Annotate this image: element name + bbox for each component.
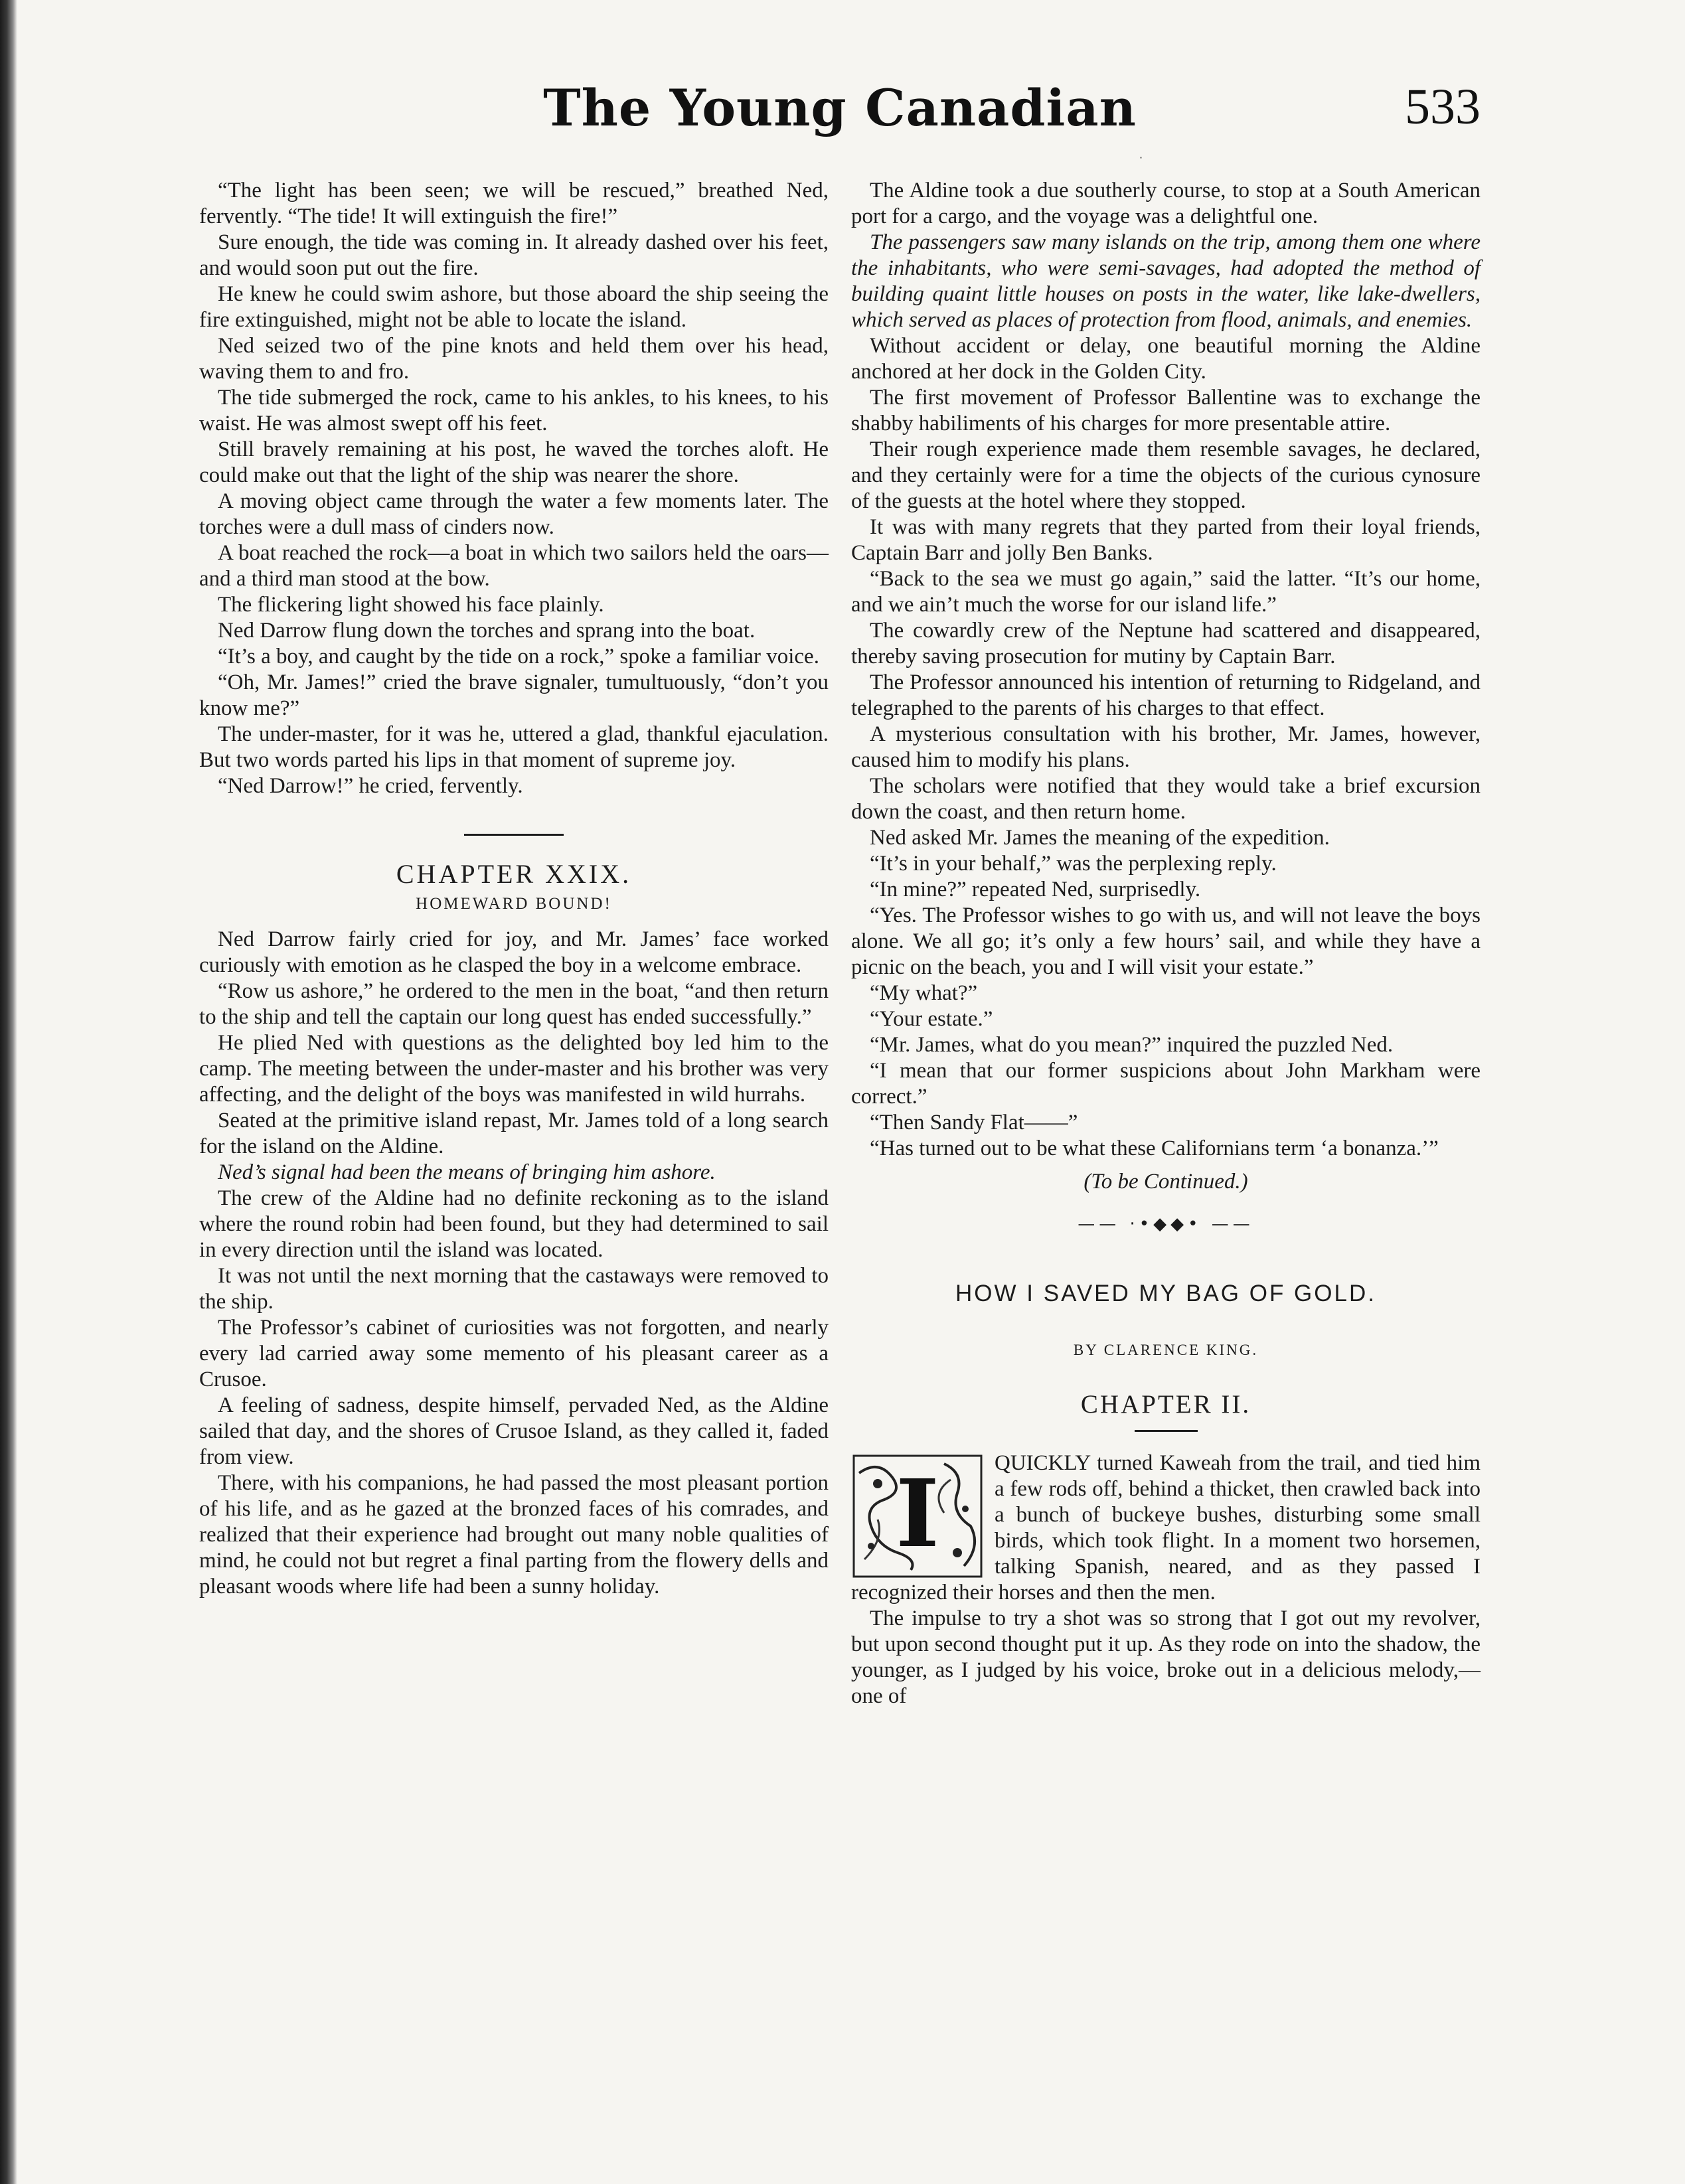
chapter-subheading: HOMEWARD BOUND! — [416, 895, 612, 913]
paragraph: It was not until the next morning that the castaways were removed to the ship. — [199, 1264, 829, 1314]
paragraph: Still bravely remaining at his post, he waved the torches aloft. He could make out that the light of the ship was nearer the shore. — [199, 437, 829, 487]
paragraph: The passengers saw many islands on the trip, among them one where the inhabitants, who were semi-savages, had adopted the method of building quaint little houses on posts in the water, like lake-dwellers, which served as places of protection from flood, animals, and enemies. — [851, 230, 1481, 332]
paragraph: The Aldine took a due southerly course, to stop at a South American port for a cargo, and the voyage was a delightful one. — [851, 179, 1481, 228]
paragraph: QUICKLY turned Kaweah from the trail, and tied him a few rods off, behind a thicket, then crawled back into a bunch of buckeye bushes, disturbing some small birds, which took flight. In a moment two horsemen, talking Spanish, neared, and as they passed I recognized their horses and then the men. — [851, 1451, 1481, 1604]
paragraph: The cowardly crew of the Neptune had scattered and disappeared, thereby saving prosecution for mutiny by Captain Barr. — [851, 619, 1481, 668]
story-chapter-heading: CHAPTER II. — [1080, 1390, 1251, 1419]
paragraph: “My what?” — [870, 981, 978, 1005]
story-opening — [851, 1450, 1481, 1709]
stray-mark: · — [1139, 151, 1143, 164]
paragraph: There, with his companions, he had passed the most pleasant portion of his life, and as he gazed at the bronzed faces of his comrades, and realized that their experience had brought out many noble qualities of mind, he could not but regret a final parting from the flowery dells and pleasant woods where life had been a sunny holiday. — [199, 1471, 829, 1599]
paragraph: A boat reached the rock—a boat in which two sailors held the oars—and a third man stood at the bow. — [199, 541, 829, 591]
paragraph: It was with many regrets that they parted from their loyal friends, Captain Barr and jolly Ben Banks. — [851, 515, 1481, 565]
paragraph: Without accident or delay, one beautiful morning the Aldine anchored at her dock in the Golden City. — [851, 334, 1481, 384]
story-byline: BY CLARENCE KING. — [1073, 1342, 1259, 1358]
paragraph: The crew of the Aldine had no definite reckoning as to the island where the round robin had been found, but they had determined to sail in every direction until the island was located. — [199, 1186, 829, 1262]
paragraph: Ned seized two of the pine knots and held them over his head, waving them to and fro. — [199, 334, 829, 384]
paragraph: “It’s in your behalf,” was the perplexing reply. — [870, 852, 1277, 876]
dropcap-letter: I — [896, 1460, 939, 1569]
paragraph: The Professor announced his intention of returning to Ridgeland, and telegraphed to the parents of his charges to that effect. — [851, 670, 1481, 720]
to-be-continued: (To be Continued.) — [1083, 1170, 1248, 1194]
paragraph: “It’s a boy, and caught by the tide on a rock,” spoke a familiar voice. — [218, 645, 819, 668]
left-paragraphs-pre — [199, 178, 829, 799]
story-chapter-divider — [1135, 1430, 1198, 1432]
paragraph: The Professor’s cabinet of curiosities was not forgotten, and nearly every lad carried away some memento of his pleasant career as a Crusoe. — [199, 1316, 829, 1391]
paragraph: The tide submerged the rock, came to his ankles, to his knees, to his waist. He was almost swept off his feet. — [199, 386, 829, 435]
paragraph: A feeling of sadness, despite himself, pervaded Ned, as the Aldine sailed that day, and the shores of Crusoe Island, as they called it, faded from view. — [199, 1393, 829, 1469]
paragraph: “Back to the sea we must go again,” said the latter. “It’s our home, and we ain’t much the worse for our island life.” — [851, 567, 1481, 617]
paragraph: “Then Sandy Flat——” — [870, 1111, 1078, 1134]
ornamental-dropcap-icon — [851, 1453, 984, 1579]
paragraph: “Your estate.” — [870, 1007, 993, 1031]
paragraph: Sure enough, the tide was coming in. It already dashed over his feet, and would soon put out the fire. — [199, 230, 829, 280]
paragraph: The flickering light showed his face plainly. — [218, 593, 604, 617]
section-ornament: —— ·•◆◆• —— — [1078, 1214, 1254, 1234]
paragraph: “Oh, Mr. James!” cried the brave signaler, tumultuously, “don’t you know me?” — [199, 670, 829, 720]
paragraph: “Yes. The Professor wishes to go with us, and will not leave the boys alone. We all go; it’s only a few hours’ sail, and while they have a picnic on the beach, you and I will visit your estate.” — [851, 903, 1481, 979]
paragraph: A moving object came through the water a few moments later. The torches were a dull mass of cinders now. — [199, 489, 829, 539]
chapter-divider — [464, 834, 564, 836]
paragraph: “Row us ashore,” he ordered to the men in the boat, “and then return to the ship and tell the captain our long quest has ended successfully.” — [199, 979, 829, 1029]
page-number: 533 — [1405, 79, 1481, 135]
paragraph: “I mean that our former suspicions about John Markham were correct.” — [851, 1059, 1481, 1109]
chapter-heading: CHAPTER XXIX. — [396, 859, 632, 889]
article-columns — [199, 178, 1481, 2103]
paragraph: He plied Ned with questions as the delighted boy led him to the camp. The meeting between the under-master and his brother was very affecting, and the delight of the boys was manifested in wild hurrahs. — [199, 1031, 829, 1107]
paragraph: “Ned Darrow!” he cried, fervently. — [218, 774, 523, 798]
right-column — [851, 178, 1481, 1709]
paragraph: “The light has been seen; we will be rescued,” breathed Ned, fervently. “The tide! It will extinguish the fire!” — [199, 179, 829, 228]
right-paragraphs — [851, 178, 1481, 1162]
paragraph: The scholars were notified that they would take a brief excursion down the coast, and then return home. — [851, 774, 1481, 824]
paragraph: Ned asked Mr. James the meaning of the expedition. — [870, 826, 1330, 850]
paragraph: Seated at the primitive island repast, Mr. James told of a long search for the island on the Aldine. — [199, 1109, 829, 1158]
left-column — [199, 178, 829, 1600]
page-header — [199, 78, 1481, 151]
paragraph: The impulse to try a shot was so strong that I got out my revolver, but upon second thought put it up. As they rode on into the shadow, the younger, as I judged by his voice, broke out in a delicious melody,—one of — [851, 1606, 1481, 1708]
paragraph: The first movement of Professor Ballentine was to exchange the shabby habiliments of his charges for more presentable attire. — [851, 386, 1481, 435]
paragraph: Ned’s signal had been the means of bringing him ashore. — [218, 1160, 716, 1184]
paragraph: “In mine?” repeated Ned, surprisedly. — [870, 878, 1201, 901]
paragraph: Ned Darrow fairly cried for joy, and Mr. James’ face worked curiously with emotion as he clasped the boy in a welcome embrace. — [199, 927, 829, 977]
paragraph: Their rough experience made them resemble savages, he declared, and they certainly were for a time the objects of the curious cynosure of the guests at the hotel where they stopped. — [851, 437, 1481, 513]
paragraph: A mysterious consultation with his brother, Mr. James, however, caused him to modify his plans. — [851, 722, 1481, 772]
page-edge-shadow — [0, 0, 17, 2184]
story-title: HOW I SAVED MY BAG OF GOLD. — [955, 1281, 1376, 1306]
paragraph: He knew he could swim ashore, but those aboard the ship seeing the fire extinguished, might not be able to locate the island. — [199, 282, 829, 332]
paragraph: “Mr. James, what do you mean?” inquired the puzzled Ned. — [870, 1033, 1394, 1057]
masthead: The Young Canadian — [543, 78, 1137, 137]
left-paragraphs-post — [199, 927, 829, 1600]
paragraph: The under-master, for it was he, uttered a glad, thankful ejaculation. But two words parted his lips in that moment of supreme joy. — [199, 722, 829, 772]
paragraph: “Has turned out to be what these Californians term ‘a bonanza.’” — [870, 1136, 1439, 1160]
paragraph: Ned Darrow flung down the torches and sprang into the boat. — [218, 619, 756, 643]
